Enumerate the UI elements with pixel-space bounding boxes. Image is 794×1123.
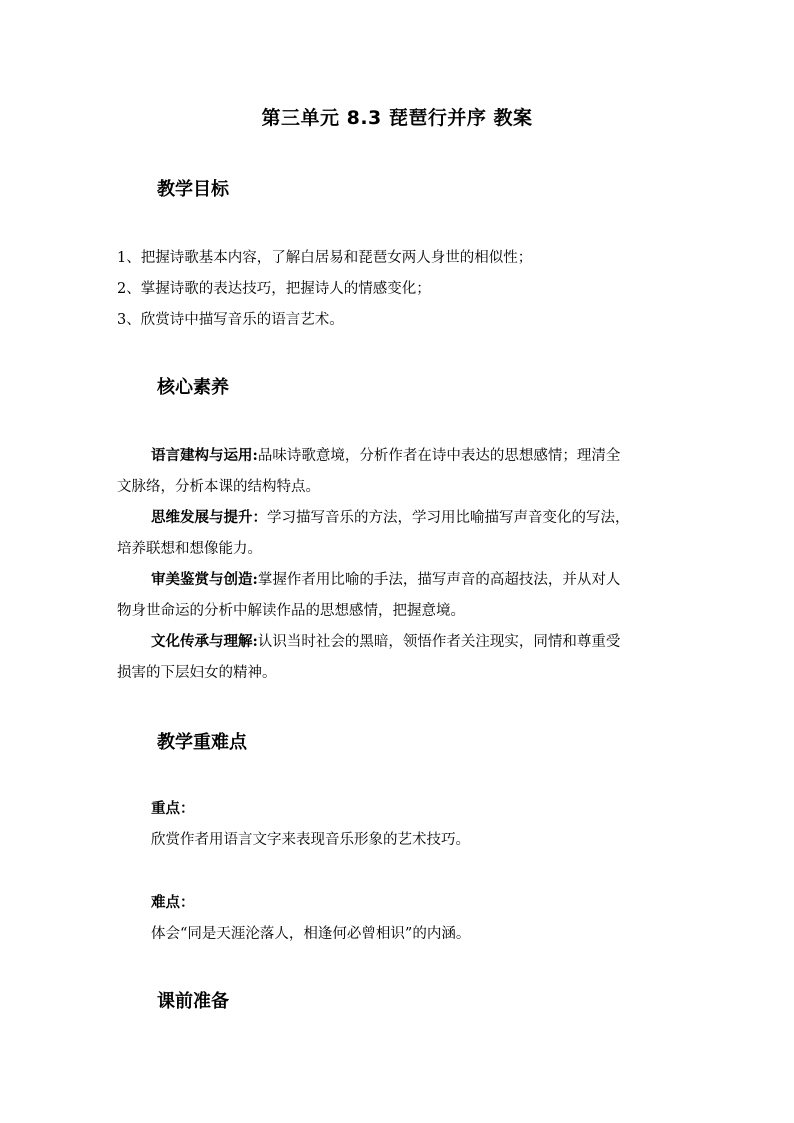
objective-item: 1、把握诗歌基本内容，了解白居易和琵琶女两人身世的相似性； [117, 250, 533, 266]
literacy-line: 培养联想和想像能力。 [117, 541, 262, 557]
difficulty-label: 难点： [151, 894, 195, 911]
literacy-label: 语言建构与运用: [151, 447, 258, 464]
literacy-text: 品味诗歌意境，分析作者在诗中表达的思想感情；理清全 [257, 448, 621, 464]
literacy-line [151, 508, 630, 528]
section-heading-key-points: 教学重难点 [157, 732, 247, 753]
difficulty-text: 体会“同是天涯沦落人，相逢何必曾相识”的内涵。 [151, 926, 471, 942]
literacy-line: 物身世命运的分析中解读作品的思想感情，把握意境。 [117, 603, 465, 619]
literacy-text: 认识当时社会的黑暗，领悟作者关注现实，同情和尊重受 [257, 634, 621, 650]
document-title: 第三单元 8.3 琵琶行并序 教案 [261, 107, 533, 129]
focus-label: 重点： [151, 800, 195, 817]
focus-text: 欣赏作者用语言文字来表现音乐形象的艺术技巧。 [151, 832, 470, 848]
literacy-text: 掌握作者用比喻的手法，描写声音的高超技法，并从对人 [257, 572, 621, 588]
section-heading-literacy: 核心素养 [157, 377, 229, 398]
objective-item: 3、欣赏诗中描写音乐的语言艺术。 [117, 312, 344, 328]
section-heading-objectives: 教学目标 [157, 179, 229, 200]
literacy-label: 思维发展与提升： [151, 509, 267, 526]
literacy-line [151, 632, 620, 652]
objective-item: 2、掌握诗歌的表达技巧，把握诗人的情感变化； [117, 281, 431, 297]
literacy-line [151, 446, 620, 466]
literacy-line [151, 570, 620, 590]
literacy-text: 学习描写音乐的方法，学习用比喻描写声音变化的写法， [267, 510, 630, 526]
literacy-line: 文脉络，分析本课的结构特点。 [117, 479, 320, 495]
literacy-label: 文化传承与理解: [151, 633, 258, 650]
literacy-label: 审美鉴赏与创造: [151, 571, 258, 588]
section-heading-preparation: 课前准备 [157, 991, 229, 1012]
literacy-line: 损害的下层妇女的精神。 [117, 665, 277, 681]
